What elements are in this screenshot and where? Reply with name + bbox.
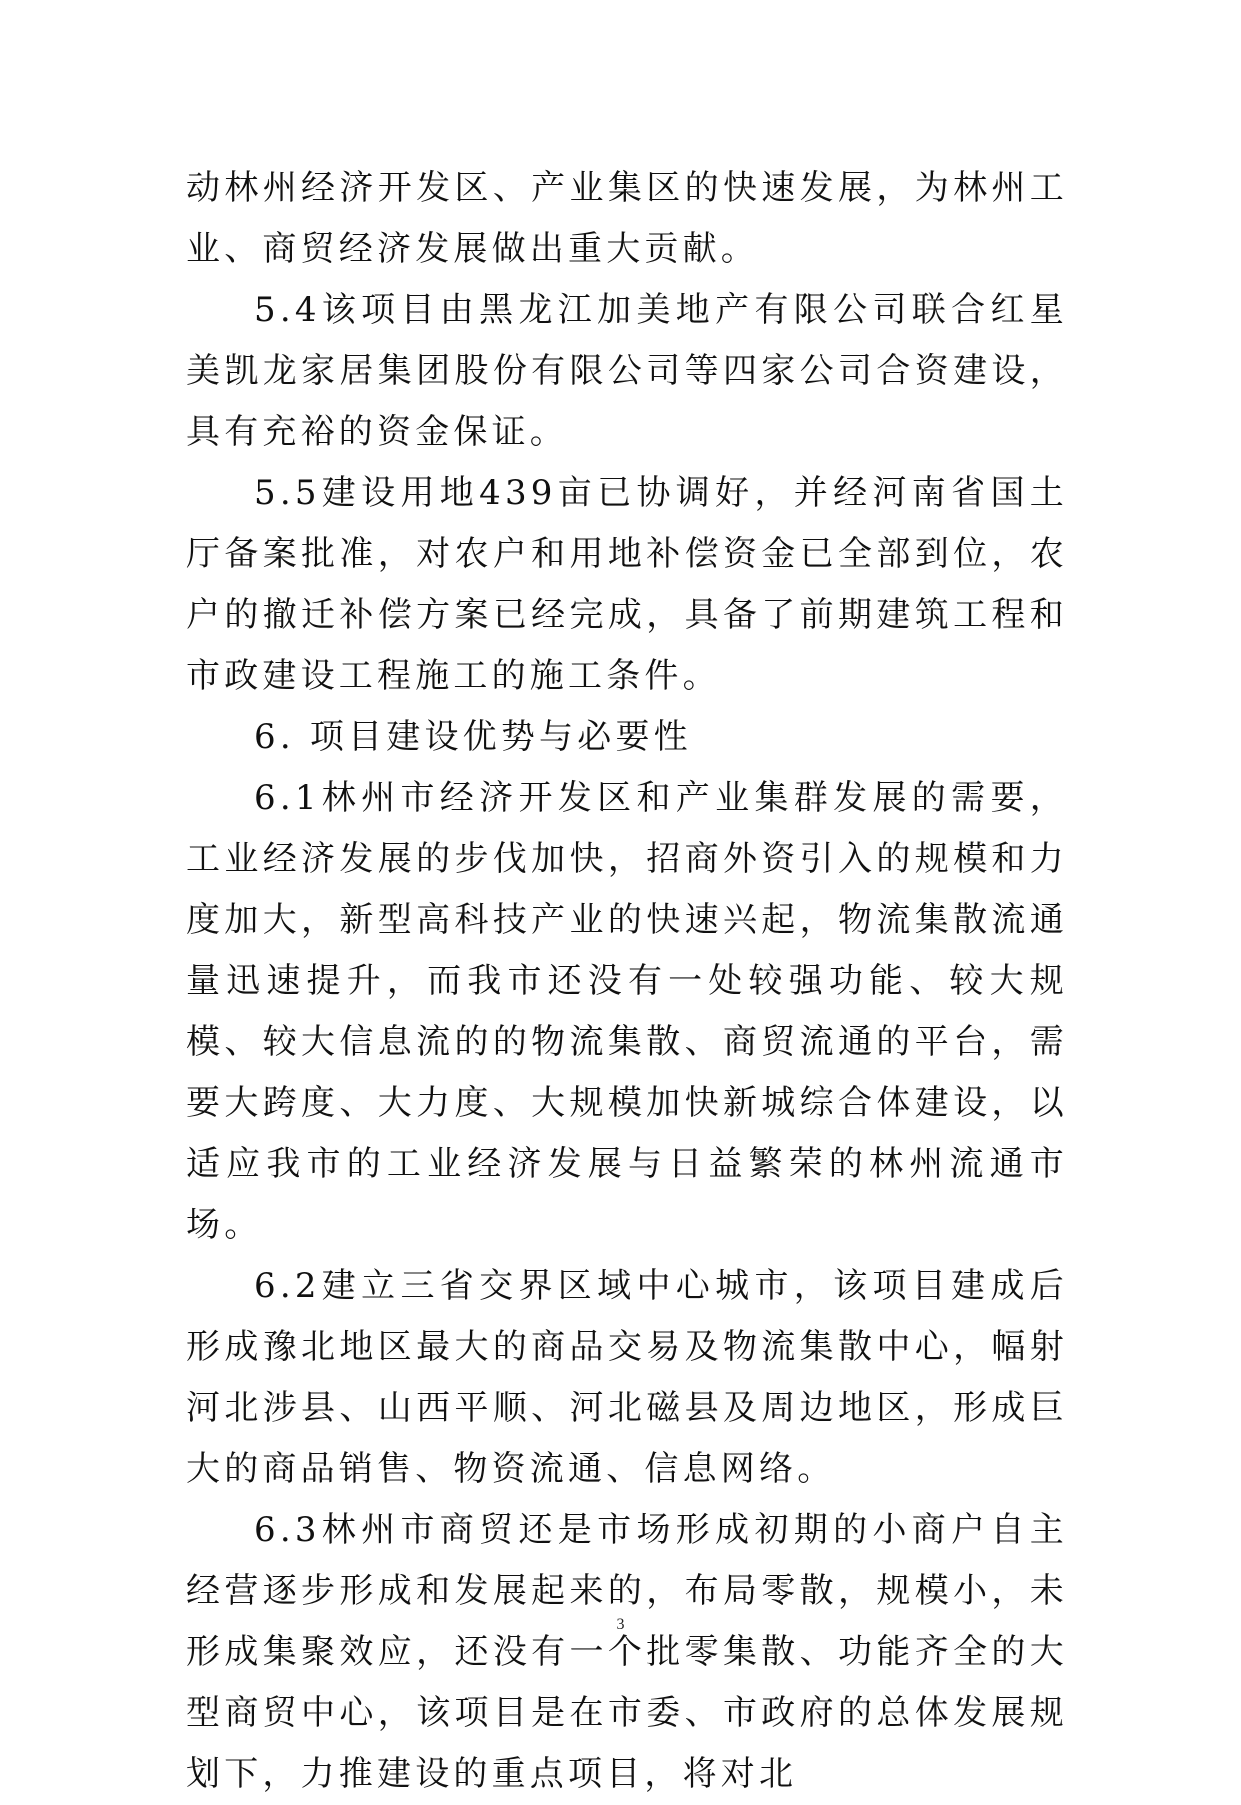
paragraph-5-5: 5.5建设用地439亩已协调好，并经河南省国土厅备案批准，对农户和用地补偿资金已全部到位，农户的撤迁补偿方案已经完成，具备了前期建筑工程和市政建设工程施工的施工条件。	[186, 473, 1068, 696]
paragraph-5-4: 5.4该项目由黑龙江加美地产有限公司联合红星美凯龙家居集团股份有限公司等四家公司合资建设，具有充裕的资金保证。	[186, 290, 1068, 452]
paragraph-6-1: 6.1林州市经济开发区和产业集群发展的需要，工业经济发展的步伐加快，招商外资引入的规模和力度加大，新型高科技产业的快速兴起，物流集散流通量迅速提升，而我市还没有一处较强功能、较大规模、较大信息流的的物流集散、商贸流通的平台，需要大跨度、大力度、大规模加快新城综合体建设，以适应我市的工业经济发展与日益繁荣的林州流通市场。	[186, 778, 1068, 1245]
paragraph-6-3: 6.3林州市商贸还是市场形成初期的小商户自主经营逐步形成和发展起来的，布局零散，规模小，未形成集聚效应，还没有一个批零集散、功能齐全的大型商贸中心，该项目是在市委、市政府的总体发展规划下，力推建设的重点项目，将对北	[186, 1510, 1068, 1794]
document-body	[186, 158, 1068, 1805]
paragraph-6-2: 6.2建立三省交界区域中心城市，该项目建成后形成豫北地区最大的商品交易及物流集散中心，幅射河北涉县、山西平顺、河北磁县及周边地区，形成巨大的商品销售、物资流通、信息网络。	[186, 1266, 1068, 1489]
section-heading-6: 6. 项目建设优势与必要性	[254, 717, 692, 757]
paragraph-continuation: 动林州经济开发区、产业集区的快速发展，为林州工业、商贸经济发展做出重大贡献。	[186, 168, 1068, 269]
page-number: 3	[616, 1616, 625, 1633]
